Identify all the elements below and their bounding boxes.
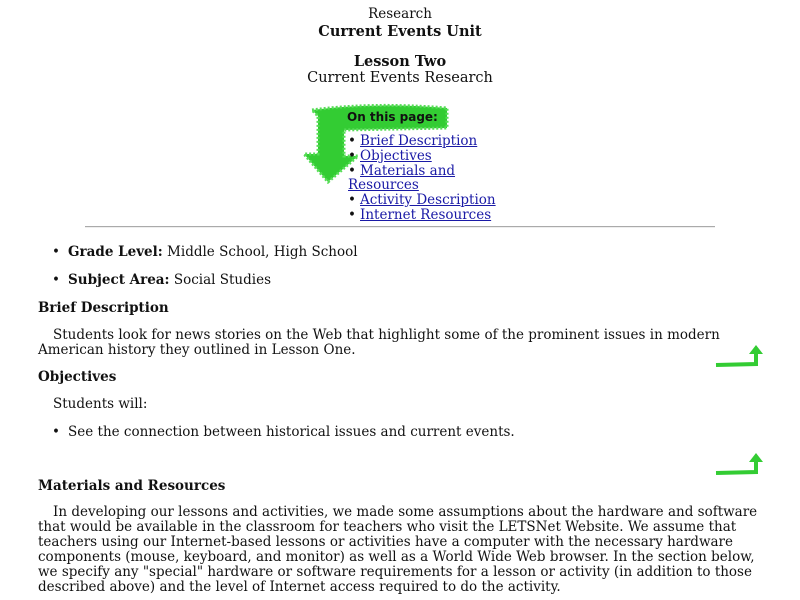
grade-value: Middle School, High School bbox=[167, 244, 358, 260]
materials-text: In developing our lessons and activities, we made some assumptions about the hardware and software that would be available in the classroom for teachers who visit the LETSNet Website. We assume that teachers using our Internet-based lessons or activities have a computer with the necessary hardware components (mouse, keyboard, and monitor) as well as a World Wide Web browser. In the section below, we specify any "special" hardware or software requirements for a lesson or activity (in addition to those described above) and the level of Internet access required to do the activity. bbox=[38, 504, 758, 595]
lesson-title: Current Events Research bbox=[307, 70, 493, 86]
subject-area-item: • Subject Area: Social Studies bbox=[52, 272, 272, 288]
toc-link-brief-description[interactable]: Brief Description bbox=[360, 133, 478, 149]
subject-value: Social Studies bbox=[173, 272, 272, 288]
objective-item: • See the connection between historical issues and current events. bbox=[52, 424, 515, 440]
toc-link-activity-description[interactable]: Activity Description bbox=[360, 192, 496, 209]
grade-label: Grade Level: bbox=[68, 244, 163, 260]
objectives-heading: Objectives bbox=[38, 369, 117, 385]
toc-link-materials[interactable]: Materials and bbox=[360, 162, 456, 179]
toc-link-materials-cont[interactable]: Resources bbox=[348, 177, 419, 194]
toc-link-internet-resources[interactable]: Internet Resources bbox=[360, 206, 492, 223]
grade-level-item: • Grade Level: Middle School, High School bbox=[52, 244, 358, 260]
objective-text: See the connection between historical issues and current events. bbox=[68, 424, 515, 440]
back-to-top-arrow-icon[interactable] bbox=[714, 452, 764, 478]
divider bbox=[85, 226, 715, 228]
toc-link-objectives[interactable]: Objectives bbox=[360, 147, 432, 164]
unit-title: Current Events Unit bbox=[318, 23, 482, 40]
header-kicker: Research bbox=[368, 6, 432, 22]
toc-label: On this page: bbox=[347, 110, 438, 124]
lesson-number: Lesson Two bbox=[353, 53, 447, 70]
brief-description-text: Students look for news stories on the Web that highlight some of the prominent issues in modern American history they outlined in Lesson One. bbox=[38, 327, 720, 358]
table-of-contents: • Brief Description • Objectives • Materials and Resources • Activity Description • Internet Resources bbox=[348, 133, 496, 223]
materials-heading: Materials and Resources bbox=[38, 478, 226, 494]
brief-description-heading: Brief Description bbox=[38, 300, 169, 316]
objectives-intro: Students will: bbox=[53, 396, 148, 412]
subject-label: Subject Area: bbox=[68, 272, 170, 288]
back-to-top-arrow-icon[interactable] bbox=[714, 344, 764, 370]
